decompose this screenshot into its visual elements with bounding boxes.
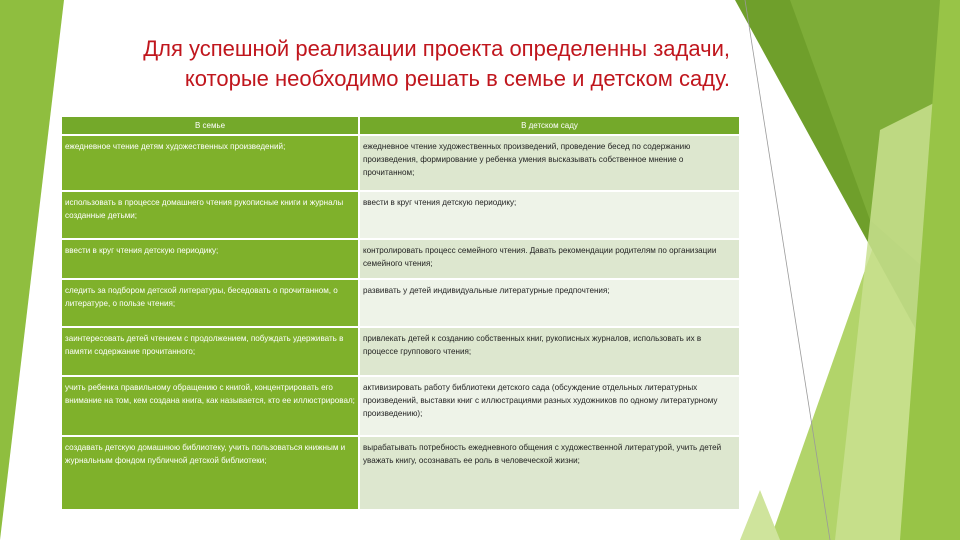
bottom-left-light-triangle xyxy=(740,490,780,540)
header-family: В семье xyxy=(62,117,359,135)
title-line-2: которые необходимо решать в семье и детском саду. xyxy=(184,66,730,91)
kindergarten-cell: развивать у детей индивидуальные литературные предпочтения; xyxy=(359,279,740,327)
home-cell: использовать в процессе домашнего чтения рукописные книги и журналы созданные детьми; xyxy=(62,191,359,239)
home-cell: следить за подбором детской литературы, беседовать о прочитанном, о литературе, о пользе чтения; xyxy=(62,279,359,327)
left-green-triangle xyxy=(0,0,64,540)
table-row xyxy=(62,239,740,279)
table-row xyxy=(62,191,740,239)
kindergarten-cell: привлекать детей к созданию собственных книг, рукописных журналов, использовать их в процессе группового чтения; xyxy=(359,327,740,376)
table-row xyxy=(62,279,740,327)
header-kindergarten: В детском саду xyxy=(359,117,740,135)
kindergarten-cell: вырабатывать потребность ежедневного общения с художественной литературой, учить детей уважать книгу, осознавать ее роль в человеческой жизни; xyxy=(359,436,740,510)
table-row xyxy=(62,436,740,510)
title-line-1: Для успешной реализации проекта определенны задачи, xyxy=(143,36,730,61)
table-row xyxy=(62,327,740,376)
kindergarten-cell: активизировать работу библиотеки детского сада (обсуждение отдельных литературных произведений, выставки книг с иллюстрациями разных художников по одному литературному произведению); xyxy=(359,376,740,436)
kindergarten-cell: ежедневное чтение художественных произведений, проведение бесед по содержанию произведения, формирование у ребенка умения высказывать собственное мнение о прочитанном; xyxy=(359,135,740,191)
tasks-table xyxy=(62,117,741,511)
table-row xyxy=(62,376,740,436)
home-cell: заинтересовать детей чтением с продолжением, побуждать удерживать в памяти содержание прочитанного; xyxy=(62,327,359,376)
home-cell: ввести в круг чтения детскую периодику; xyxy=(62,239,359,279)
slide-title xyxy=(70,34,730,94)
tasks-table-wrapper xyxy=(62,117,740,511)
kindergarten-cell: контролировать процесс семейного чтения. Давать рекомендации родителям по организации семейного чтения; xyxy=(359,239,740,279)
home-cell: создавать детскую домашнюю библиотеку, учить пользоваться книжным и журнальным фондом публичной детской библиотеки; xyxy=(62,436,359,510)
table-row xyxy=(62,135,740,191)
kindergarten-cell: ввести в круг чтения детскую периодику; xyxy=(359,191,740,239)
table-header-row xyxy=(62,117,740,135)
home-cell: ежедневное чтение детям художественных произведений; xyxy=(62,135,359,191)
home-cell: учить ребенка правильному обращению с книгой, концентрировать его внимание на том, кем создана книга, как называется, кто ее иллюстрировал; xyxy=(62,376,359,436)
